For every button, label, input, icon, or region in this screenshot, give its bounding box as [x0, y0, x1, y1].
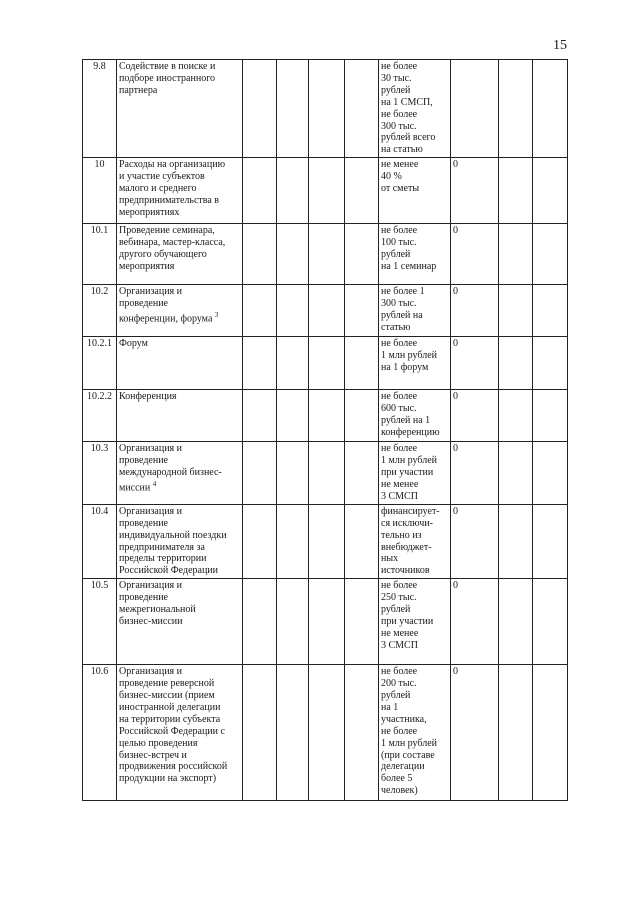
- expense-name-line: конференции, форума: [119, 313, 213, 325]
- expense-name-line: Российской Федерации: [119, 565, 219, 577]
- limit-line: человек): [381, 785, 418, 797]
- limit-line: рублей: [381, 604, 411, 616]
- expense-name-line: продукции на экспорт): [119, 773, 217, 785]
- empty-cell: [345, 390, 379, 442]
- table-row: [83, 579, 568, 665]
- limit-line: на 1 СМСП,: [381, 96, 433, 108]
- limit-line: не более 1: [381, 286, 425, 298]
- table-row: [83, 224, 568, 285]
- limit-line: 40 %: [381, 171, 402, 183]
- table-row: [83, 442, 568, 505]
- empty-cell: [499, 579, 533, 665]
- limit-line: 250 тыс.: [381, 592, 417, 604]
- limit-line: не менее: [381, 627, 419, 639]
- limit-cell: [379, 224, 451, 285]
- limit-line: 1 млн рублей: [381, 737, 438, 749]
- limit-line: не более: [381, 338, 418, 350]
- value-cell: 0: [451, 224, 499, 285]
- expense-name-line: Проведение семинара,: [119, 225, 215, 237]
- expense-name-line: Организация и: [119, 505, 183, 517]
- empty-cell: [277, 442, 309, 505]
- table-row: [83, 285, 568, 337]
- limit-line: более 5: [381, 773, 413, 785]
- limit-line: 1 млн рублей: [381, 350, 438, 362]
- empty-cell: [533, 390, 568, 442]
- empty-cell: [243, 579, 277, 665]
- value-cell: 0: [451, 579, 499, 665]
- empty-cell: [345, 442, 379, 505]
- value-cell: 0: [451, 442, 499, 505]
- empty-cell: [277, 158, 309, 224]
- expense-name-line: межрегиональной: [119, 604, 196, 616]
- expense-name-line: миссии: [119, 482, 151, 494]
- limit-line: рублей всего: [381, 132, 436, 144]
- expense-name-cell: [117, 337, 243, 390]
- limit-cell: [379, 579, 451, 665]
- empty-cell: [277, 224, 309, 285]
- expense-name-line: партнера: [119, 84, 158, 96]
- expense-name-line: подборе иностранного: [119, 72, 216, 84]
- empty-cell: [499, 442, 533, 505]
- empty-cell: [499, 158, 533, 224]
- limit-line: не более: [381, 225, 418, 237]
- limit-cell: [379, 504, 451, 578]
- expense-name-line: бизнес-миссии (прием: [119, 690, 215, 702]
- row-number-cell: 10.1: [83, 224, 117, 285]
- limit-line: на статью: [381, 144, 423, 156]
- limit-line: рублей на: [381, 310, 423, 322]
- expense-name-line: Организация и: [119, 443, 183, 455]
- limit-line: не более: [381, 391, 418, 403]
- empty-cell: [243, 442, 277, 505]
- limit-line: ных: [381, 553, 399, 565]
- limit-line: при участии: [381, 615, 434, 627]
- expense-name-line: международной бизнес-: [119, 467, 222, 479]
- limit-cell: [379, 442, 451, 505]
- empty-cell: [309, 60, 345, 158]
- limit-line: 300 тыс.: [381, 298, 417, 310]
- row-number-cell: 10.2.1: [83, 337, 117, 390]
- limit-line: не менее: [381, 159, 419, 171]
- empty-cell: [277, 504, 309, 578]
- empty-cell: [345, 337, 379, 390]
- table-row: [83, 504, 568, 578]
- limit-line: не более: [381, 580, 418, 592]
- limit-line: статью: [381, 321, 411, 333]
- limit-line: не более: [381, 725, 418, 737]
- expense-name-line: предпринимательства в: [119, 194, 220, 206]
- expense-name-cell: [117, 504, 243, 578]
- empty-cell: [309, 504, 345, 578]
- limit-line: на 1 форум: [381, 362, 429, 374]
- limit-line: 1 млн рублей: [381, 455, 438, 467]
- empty-cell: [499, 60, 533, 158]
- empty-cell: [499, 390, 533, 442]
- empty-cell: [533, 285, 568, 337]
- limit-line: 3 СМСП: [381, 639, 418, 651]
- expense-name-line: мероприятия: [119, 260, 175, 272]
- expense-name-cell: [117, 390, 243, 442]
- expense-name-line: Организация и: [119, 286, 183, 298]
- empty-cell: [309, 579, 345, 665]
- expense-name-line: целью проведения: [119, 737, 198, 749]
- limit-line: не более: [381, 108, 418, 120]
- limit-line: рублей: [381, 84, 411, 96]
- empty-cell: [533, 158, 568, 224]
- empty-cell: [499, 665, 533, 801]
- value-cell: 0: [451, 337, 499, 390]
- empty-cell: [345, 158, 379, 224]
- row-number-cell: 10.2: [83, 285, 117, 337]
- limit-line: рублей: [381, 690, 411, 702]
- table-row: [83, 665, 568, 801]
- expense-name-line: проведение: [119, 517, 168, 529]
- expense-name-line: предпринимателя за: [119, 541, 205, 553]
- expense-name-line: другого обучающего: [119, 249, 207, 261]
- table-row: [83, 158, 568, 224]
- expense-name-line: бизнес-миссии: [119, 615, 183, 627]
- expense-name-line: индивидуальной поездки: [119, 529, 227, 541]
- limit-line: не более: [381, 666, 418, 678]
- row-number-cell: 10.2.2: [83, 390, 117, 442]
- table-row: [83, 60, 568, 158]
- row-number-cell: 10.6: [83, 665, 117, 801]
- table-row: [83, 337, 568, 390]
- empty-cell: [533, 337, 568, 390]
- expense-name-cell: [117, 665, 243, 801]
- expense-name-line: и участие субъектов: [119, 171, 205, 183]
- empty-cell: [243, 224, 277, 285]
- limit-line: 200 тыс.: [381, 678, 417, 690]
- empty-cell: [345, 504, 379, 578]
- limit-line: не менее: [381, 478, 419, 490]
- expense-name-line: проведение реверсной: [119, 678, 215, 690]
- row-number-cell: 10.4: [83, 504, 117, 578]
- expense-name-line: мероприятиях: [119, 206, 180, 218]
- expense-name-line: Форум: [119, 338, 148, 350]
- expense-name-cell: [117, 285, 243, 337]
- empty-cell: [309, 442, 345, 505]
- limit-line: рублей: [381, 249, 411, 261]
- empty-cell: [309, 158, 345, 224]
- empty-cell: [345, 579, 379, 665]
- limit-line: участника,: [381, 713, 427, 725]
- empty-cell: [309, 285, 345, 337]
- limit-line: финансирует-: [381, 505, 440, 517]
- empty-cell: [533, 665, 568, 801]
- expense-name-line: Организация и: [119, 580, 183, 592]
- empty-cell: [243, 337, 277, 390]
- page-number: 15: [553, 38, 567, 53]
- row-number-cell: 10.5: [83, 579, 117, 665]
- limit-line: при участии: [381, 467, 434, 479]
- expense-name-line: Конференция: [119, 391, 177, 403]
- expense-name-line: проведение: [119, 592, 168, 604]
- limit-line: источников: [381, 565, 430, 577]
- limit-line: рублей на 1: [381, 415, 431, 427]
- expense-name-line: бизнес-встреч и: [119, 749, 187, 761]
- empty-cell: [277, 60, 309, 158]
- expense-name-line: Российской Федерации с: [119, 725, 225, 737]
- limit-line: не более: [381, 61, 418, 72]
- expense-name-line: проведение: [119, 298, 168, 310]
- row-number-cell: 10: [83, 158, 117, 224]
- empty-cell: [309, 337, 345, 390]
- limit-line: конференцию: [381, 426, 440, 438]
- empty-cell: [533, 504, 568, 578]
- footnote-marker: 3: [214, 311, 219, 320]
- expense-name-line: вебинара, мастер-класса,: [119, 237, 226, 249]
- expense-name-line: иностранной делегации: [119, 701, 221, 713]
- limit-line: от сметы: [381, 183, 420, 195]
- expense-name-cell: [117, 579, 243, 665]
- limit-line: 100 тыс.: [381, 237, 417, 249]
- limit-line: 600 тыс.: [381, 403, 417, 415]
- empty-cell: [277, 285, 309, 337]
- empty-cell: [499, 504, 533, 578]
- limit-cell: [379, 285, 451, 337]
- empty-cell: [533, 579, 568, 665]
- empty-cell: [277, 337, 309, 390]
- row-number-cell: 10.3: [83, 442, 117, 505]
- empty-cell: [243, 60, 277, 158]
- limit-line: на 1 семинар: [381, 260, 437, 272]
- row-number-cell: 9.8: [83, 60, 117, 158]
- limit-line: внебюджет-: [381, 541, 432, 553]
- empty-cell: [243, 665, 277, 801]
- limit-cell: [379, 158, 451, 224]
- limit-line: тельно из: [381, 529, 422, 541]
- empty-cell: [309, 390, 345, 442]
- value-cell: [451, 60, 499, 158]
- expense-name-line: малого и среднего: [119, 183, 197, 195]
- limit-cell: [379, 337, 451, 390]
- expense-name-cell: [117, 158, 243, 224]
- limit-cell: [379, 390, 451, 442]
- value-cell: 0: [451, 665, 499, 801]
- empty-cell: [277, 665, 309, 801]
- limit-line: на 1: [381, 701, 399, 713]
- expense-name-line: пределы территории: [119, 553, 207, 565]
- limit-line: 300 тыс.: [381, 120, 417, 132]
- limit-line: не более: [381, 443, 418, 455]
- value-cell: 0: [451, 158, 499, 224]
- value-cell: 0: [451, 504, 499, 578]
- expense-name-cell: [117, 442, 243, 505]
- expense-name-line: на территории субъекта: [119, 713, 221, 725]
- empty-cell: [277, 390, 309, 442]
- empty-cell: [533, 442, 568, 505]
- empty-cell: [345, 285, 379, 337]
- empty-cell: [243, 158, 277, 224]
- empty-cell: [345, 224, 379, 285]
- empty-cell: [243, 285, 277, 337]
- empty-cell: [499, 285, 533, 337]
- empty-cell: [499, 337, 533, 390]
- expense-name-line: проведение: [119, 455, 168, 467]
- empty-cell: [345, 60, 379, 158]
- limit-line: делегации: [381, 761, 425, 773]
- limit-line: (при составе: [381, 749, 435, 761]
- limit-line: ся исключи-: [381, 517, 433, 529]
- expense-table: [82, 59, 568, 801]
- empty-cell: [533, 224, 568, 285]
- expense-name-line: Организация и: [119, 666, 183, 678]
- expense-name-cell: [117, 224, 243, 285]
- empty-cell: [309, 224, 345, 285]
- empty-cell: [243, 504, 277, 578]
- empty-cell: [243, 390, 277, 442]
- limit-line: 3 СМСП: [381, 490, 418, 502]
- empty-cell: [277, 579, 309, 665]
- expense-name-line: Содействие в поиске и: [119, 61, 216, 72]
- limit-line: 30 тыс.: [381, 72, 412, 84]
- expense-name-line: Расходы на организацию: [119, 159, 226, 171]
- value-cell: 0: [451, 285, 499, 337]
- empty-cell: [533, 60, 568, 158]
- expense-name-line: продвижения российской: [119, 761, 228, 773]
- footnote-marker: 4: [152, 479, 157, 488]
- limit-cell: [379, 60, 451, 158]
- empty-cell: [345, 665, 379, 801]
- limit-cell: [379, 665, 451, 801]
- expense-name-cell: [117, 60, 243, 158]
- value-cell: 0: [451, 390, 499, 442]
- empty-cell: [499, 224, 533, 285]
- table-row: [83, 390, 568, 442]
- empty-cell: [309, 665, 345, 801]
